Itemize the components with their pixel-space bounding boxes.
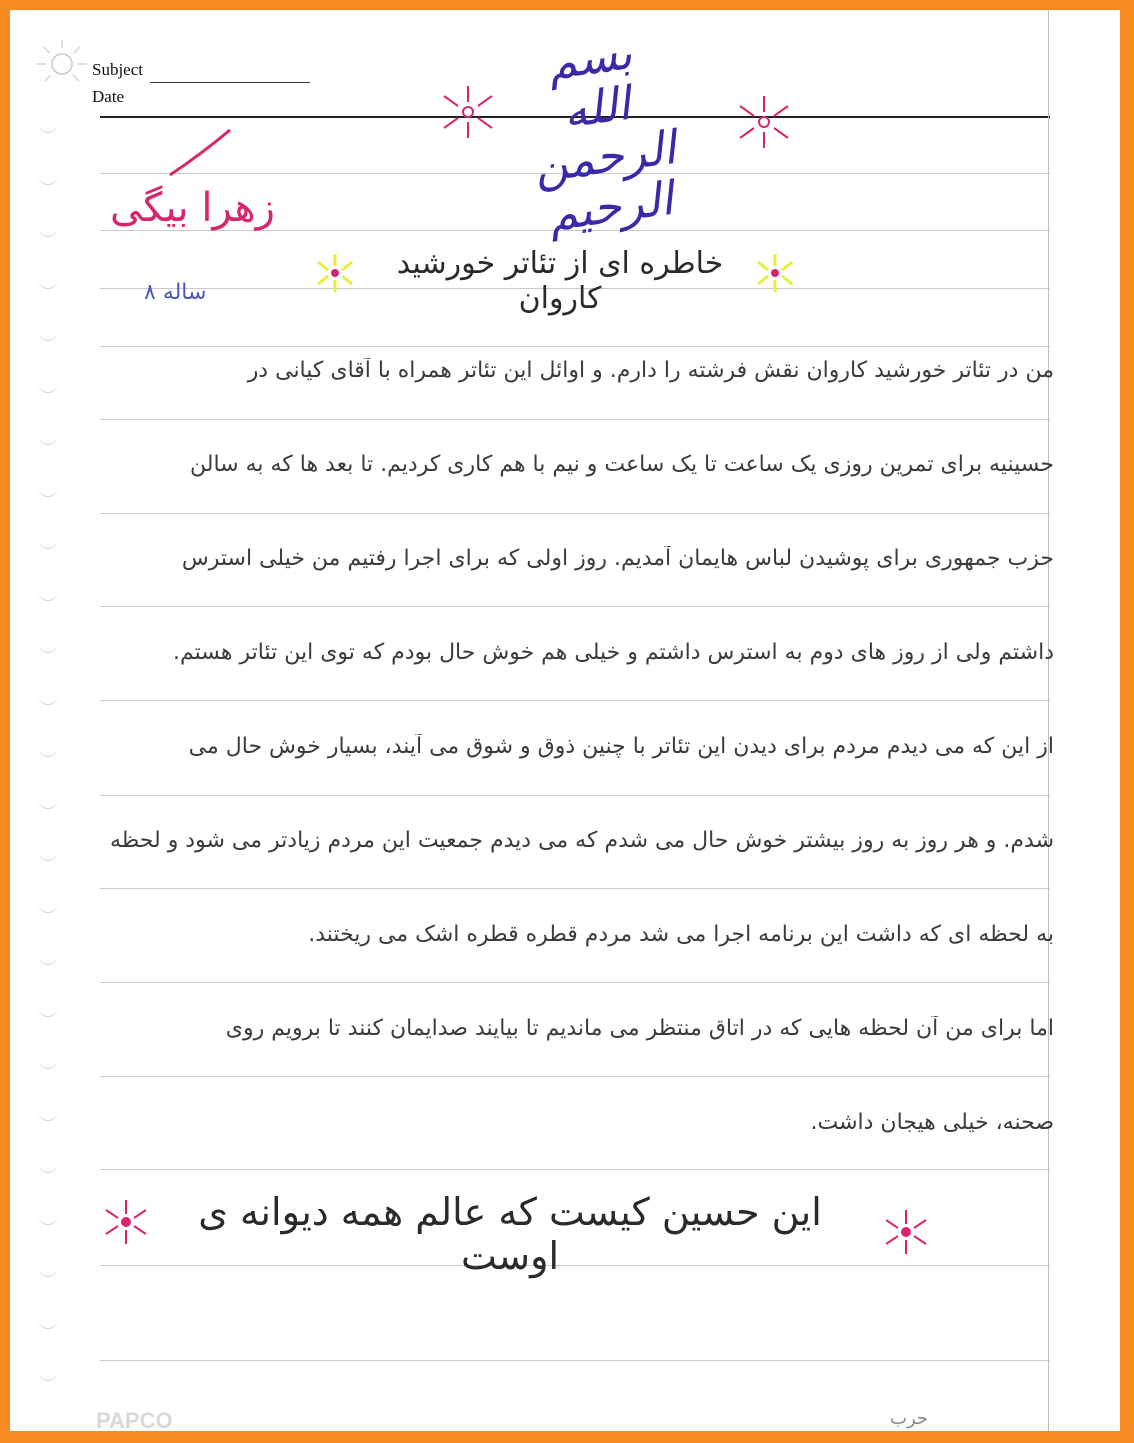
binder-hole [38, 950, 58, 965]
body-line: اما برای من آن لحظه هایی که در اتاق منتظر می ماندیم تا بیایند صدایمان کنند تا برویم روی [225, 1016, 1054, 1041]
body-line: به لحظه ای که داشت این برنامه اجرا می شد مردم قطره قطره اشک می ریختند. [308, 922, 1054, 947]
binder-hole [38, 794, 58, 809]
pen-stroke-doodle-icon [160, 125, 240, 185]
binder-hole [38, 222, 58, 237]
margin-line [1048, 10, 1049, 1431]
binder-hole [38, 586, 58, 601]
sun-logo-icon [32, 34, 92, 84]
page-title: خاطره ای از تئاتر خورشید کاروان [396, 246, 724, 316]
binder-hole [38, 1054, 58, 1069]
ruled-line [100, 513, 1050, 514]
subject-label: Subject [92, 60, 143, 79]
flower-doodle-icon [428, 72, 508, 152]
binder-hole [38, 326, 58, 341]
binder-hole [38, 1158, 58, 1173]
paper-brand-logo: PAPCO [96, 1408, 173, 1433]
ruled-line [100, 1169, 1050, 1170]
body-line: من در تئاتر خورشید کاروان نقش فرشته را دارم. و اوائل این تئاتر همراه با آقای کیانی در [247, 358, 1054, 383]
ruled-line [100, 346, 1050, 347]
ruled-line [100, 888, 1050, 889]
date-label: Date [92, 87, 125, 106]
student-name: زهرا بیگی [110, 185, 275, 231]
binder-hole [38, 1002, 58, 1017]
body-line: صحنه، خیلی هیجان داشت. [810, 1110, 1054, 1135]
ruled-line [100, 982, 1050, 983]
binder-hole [38, 170, 58, 185]
ruled-line [100, 419, 1050, 420]
binder-hole [38, 430, 58, 445]
ruled-line [100, 606, 1050, 607]
signature: حرب [890, 1408, 929, 1429]
student-note: ۸ ساله [144, 280, 207, 305]
binder-hole [38, 1262, 58, 1277]
binder-hole [38, 1210, 58, 1225]
ruled-line [100, 700, 1050, 701]
binder-hole [38, 274, 58, 289]
ruled-line [100, 1360, 1050, 1361]
body-line: داشتم ولی از روز های دوم به استرس داشتم و خیلی هم خوش حال بودم که توی این تئاتر هستم. [173, 640, 1054, 665]
star-doodle-icon [750, 248, 800, 298]
flower-doodle-icon [96, 1192, 156, 1252]
body-line: شدم. و هر روز به روز بیشتر خوش حال می شدم که می دیدم جمعیت این مردم زیادتر می شود و لحظه [109, 828, 1054, 853]
bismillah-heading: بسم الله الرحمن الرحیم [530, 25, 679, 242]
binder-hole [38, 482, 58, 497]
flower-doodle-icon [724, 82, 804, 162]
body-line: حزب جمهوری برای پوشیدن لباس هایمان آمدیم. روز اولی که برای اجرا رفتیم من خیلی استرس [181, 546, 1054, 571]
subject-underline [150, 82, 310, 83]
notebook-page [10, 10, 1120, 1431]
binder-hole [38, 898, 58, 913]
body-line: از این که می دیدم مردم برای دیدن این تئاتر با چنین ذوق و شوق می آیند، بسیار خوش حال می [188, 734, 1054, 759]
ruled-line [100, 795, 1050, 796]
binder-hole [38, 1366, 58, 1381]
ruled-line [100, 1076, 1050, 1077]
closing-verse: این حسین کیست که عالم همه دیوانه ی اوست [198, 1190, 822, 1278]
star-doodle-icon [310, 248, 360, 298]
binder-hole [38, 1314, 58, 1329]
flower-doodle-icon [876, 1202, 936, 1262]
binder-hole [38, 118, 58, 133]
body-line: حسینیه برای تمرین روزی یک ساعت تا یک ساعت و نیم با هم کاری کردیم. تا بعد ها که به سالن [190, 452, 1054, 477]
binder-hole [38, 690, 58, 705]
